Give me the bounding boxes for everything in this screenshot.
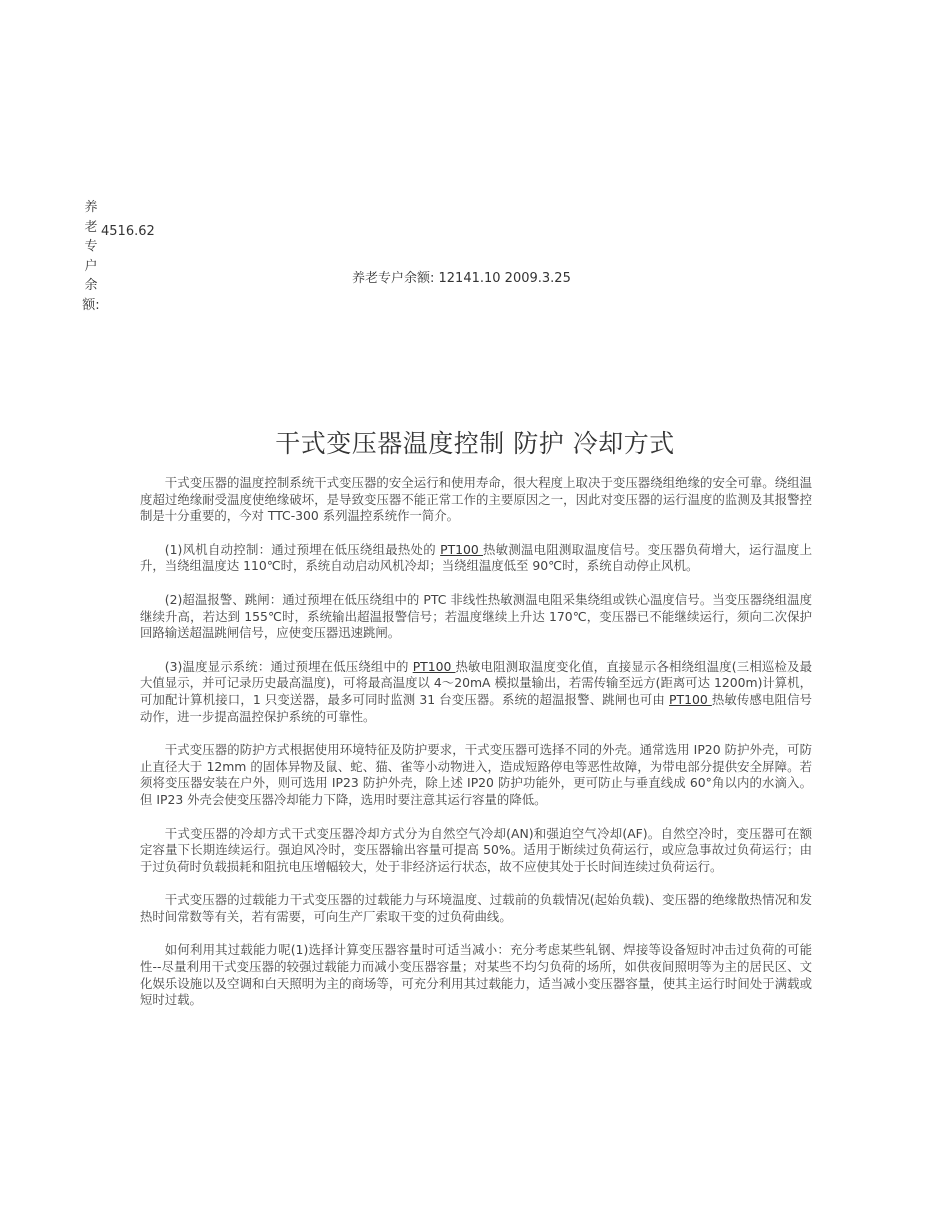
vertical-account-label: 养老专户余额: [82,200,100,313]
pt100-link[interactable]: PT100 [440,541,484,557]
paragraph-text: 干式变压器的温度控制系统干式变压器的安全运行和使用寿命，很大程度上取决于变压器绕组绝缘的安全可靠。绕组温度超过绝缘耐受温度使绝缘破坏，是导致变压器不能正常工作的主要原因之一，因此对变压器的运行温度的监测及其报警控制是十分重要的，今对 TTC-300 系列温控系统作一简介。 [140,475,812,524]
paragraph-text: (1)风机自动控制：通过预埋在低压绕组最热处的 [164,541,441,557]
paragraph-text: (3)温度显示系统：通过预埋在低压绕组中的 [164,658,413,674]
paragraph-overload [140,892,812,925]
side-amount: 4516.62 [101,224,155,239]
paragraph-fan-control [140,542,812,575]
paragraph-intro [140,475,812,525]
paragraph-text: 干式变压器的防护方式根据使用环境特征及防护要求，干式变压器可选择不同的外壳。通常选用 IP20 防护外壳，可防止直径大于 12mm 的固体异物及鼠、蛇、猫、雀等小动物进入，造成短路停电等恶性故障，为带电部分提供安全屏障。若须将变压器安装在户外，则可选用 IP23 防护外壳，除上述 IP20 防护功能外，更可防止与垂直线成 60°角以内的水滴入。但 IP23 外壳会使变压器冷却能力下降，选用时要注意其运行容量的降低。 [140,742,812,807]
paragraph-text: 如何利用其过载能力呢(1)选择计算变压器容量时可适当减小：充分考虑某些轧钢、焊接等设备短时冲击过负荷的可能性--尽量利用干式变压器的较强过载能力而减小变压器容量；对某些不均匀负荷的场所，如供夜间照明等为主的居民区、文化娱乐设施以及空调和白天照明为主的商场等，可充分利用其过载能力，适当减小变压器容量，使其主运行时间处于满载或短时过载。 [140,942,812,1008]
paragraph-temperature-display [140,659,812,725]
paragraph-text: 干式变压器的过载能力干式变压器的过载能力与环境温度、过载前的负载情况(起始负载)、变压器的绝缘散热情况和发热时间常数等有关，若有需要，可向生产厂索取干变的过负荷曲线。 [140,892,812,924]
pt100-link[interactable]: PT100 [669,691,712,707]
paragraph-overload-usage [140,942,812,1008]
paragraph-cooling [140,826,812,876]
paragraph-text: 热敏测温电阻测取温度信号。变压器负荷增大，运行温度上升，当绕组温度达 110℃时，系统自动启动风机冷却；当绕组温度低至 90℃时，系统自动停止风机。 [140,541,812,574]
paragraph-text: 热敏电阻测取温度变化值，直接显示各相绕组温度(三相巡检及最大值显示，并可记录历史最高温度)，可将最高温度以 4～20mA 模拟量输出，若需传输至远方(距离可达 1200m)计算机，可加配计算机接口，1 只变送器，最多可同时监测 31 台变压器。系统的超温报警、跳闸也可由 [140,658,812,707]
pt100-link[interactable]: PT100 [412,658,456,674]
paragraph-text: 热敏传感电阻信号动作，进一步提高温控保护系统的可靠性。 [140,691,812,724]
page-title: 干式变压器温度控制 防护 冷却方式 [275,429,675,458]
paragraph-alarm-trip [140,592,812,642]
paragraph-protection [140,742,812,808]
paragraph-text: (2)超温报警、跳闸：通过预埋在低压绕组中的 PTC 非线性热敏测温电阻采集绕组或铁心温度信号。当变压器绕组温度继续升高，若达到 155℃时，系统输出超温报警信号；若温度继续上升达 170℃，变压器已不能继续运行，须向二次保护回路输送超温跳闸信号，应使变压器迅速跳闸。 [140,591,812,641]
article-body [140,475,812,1026]
paragraph-text: 干式变压器的冷却方式干式变压器冷却方式分为自然空气冷却(AN)和强迫空气冷却(AF)。自然空冷时，变压器可在额定容量下长期连续运行。强迫风冷时，变压器输出容量可提高 50%。适用于断续过负荷运行，或应急事故过负荷运行；由于过负荷时负载损耗和阻抗电压增幅较大，处于非经济运行状态，故不应使其处于长时间连续过负荷运行。 [140,825,812,874]
balance-line: 养老专户余额: 12141.10 2009.3.25 [352,271,571,286]
